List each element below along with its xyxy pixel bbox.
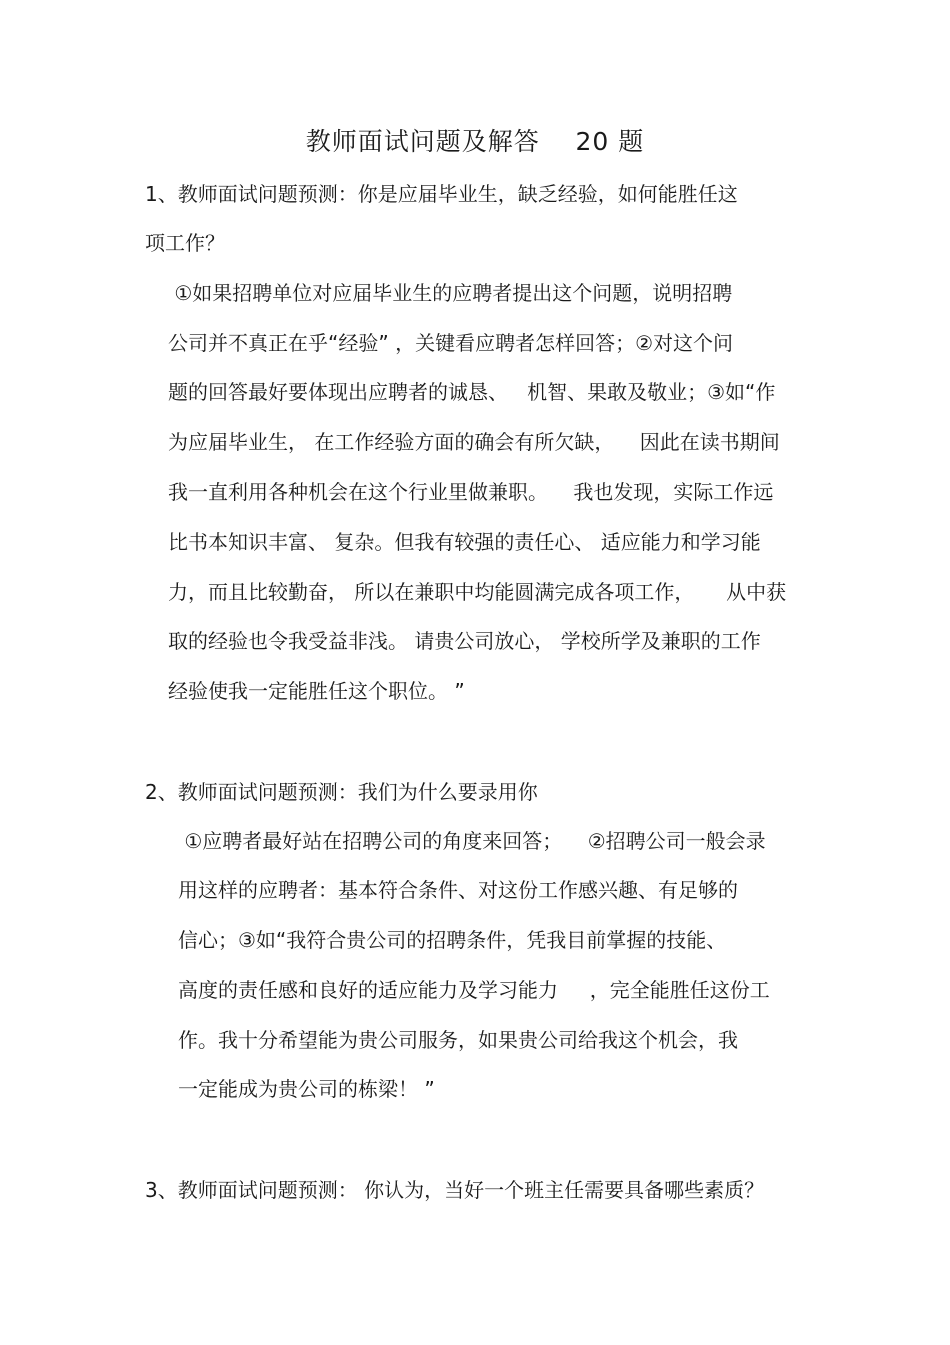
- document-title: 教师面试问题及解答 20 题: [305, 127, 645, 156]
- q2-question-line-1: 2、教师面试问题预测：我们为什么要录用你: [145, 780, 538, 804]
- q1-question-line-1: 1、教师面试问题预测：你是应届毕业生，缺乏经验，如何能胜任这: [145, 182, 738, 206]
- q2-answer-line-4: 高度的责任感和良好的适应能力及学习能力 ，完全能胜任这份工: [178, 978, 770, 1002]
- q1-answer-line-4: 为应届毕业生， 在工作经验方面的确会有所欠缺， 因此在读书期间: [168, 430, 780, 454]
- q1-answer-line-2: 公司并不真正在乎“经验” ，关键看应聘者怎样回答；②对这个问: [168, 331, 734, 355]
- q1-answer-line-6: 比书本知识丰富、 复杂。但我有较强的责任心、 适应能力和学习能: [168, 530, 761, 554]
- q1-answer-line-1: ①如果招聘单位对应届毕业生的应聘者提出这个问题，说明招聘: [168, 281, 733, 305]
- q1-answer-line-9: 经验使我一定能胜任这个职位。 ”: [168, 679, 465, 703]
- q1-question-line-2: 项工作？: [145, 231, 225, 255]
- q2-answer-line-3: 信心；③如“我符合贵公司的招聘条件，凭我目前掌握的技能、: [178, 928, 727, 952]
- q3-question-line-1: 3、教师面试问题预测： 你认为，当好一个班主任需要具备哪些素质？: [145, 1178, 765, 1202]
- q1-answer-line-3: 题的回答最好要体现出应聘者的诚恳、 机智、果敢及敬业；③如“作: [168, 380, 776, 404]
- q2-answer-line-2: 用这样的应聘者：基本符合条件、对这份工作感兴趣、有足够的: [178, 878, 738, 902]
- q2-answer-line-5: 作。我十分希望能为贵公司服务，如果贵公司给我这个机会，我: [178, 1028, 738, 1052]
- q1-answer-line-8: 取的经验也令我受益非浅。 请贵公司放心， 学校所学及兼职的工作: [168, 629, 761, 653]
- q2-answer-line-1: ①应聘者最好站在招聘公司的角度来回答； ②招聘公司一般会录: [178, 829, 766, 853]
- q2-answer-line-6: 一定能成为贵公司的栋梁！ ”: [178, 1077, 435, 1101]
- q1-answer-line-5: 我一直利用各种机会在这个行业里做兼职。 我也发现，实际工作远: [168, 480, 774, 504]
- q1-answer-line-7: 力，而且比较勤奋， 所以在兼职中均能圆满完成各项工作， 从中获: [168, 580, 787, 604]
